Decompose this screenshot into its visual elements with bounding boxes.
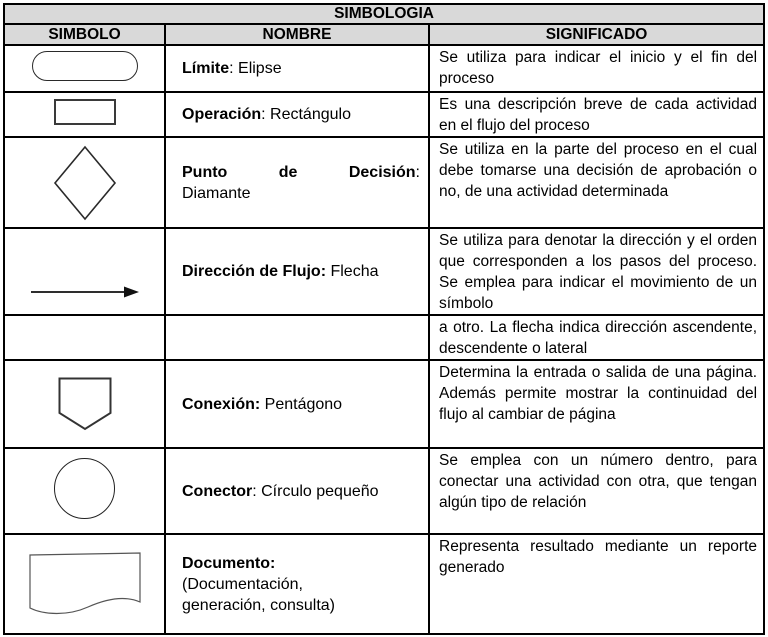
rectangle-symbol [54,99,116,125]
name-bold: Operación [182,106,262,123]
circle-symbol [54,458,115,519]
name-line: (Documentación, [182,575,303,593]
name-word: Decisión [348,163,416,181]
name-bold: Documento: [182,554,276,572]
symbol-cell-empty [4,315,165,360]
column-header-nombre: NOMBRE [165,24,429,45]
diamond-symbol [53,145,117,221]
name-cell-empty [165,315,429,360]
column-header-significado: SIGNIFICADO [429,24,764,45]
meaning-cell: Se utiliza para denotar la dirección y el orden que corresponden a los pasos del proceso. Se emplea para indicar el movimiento de un símbolo [429,228,764,315]
meaning-cell: Se emplea con un número dentro, para conectar una actividad con otra, que tengan algún tipo de relación [429,448,764,534]
name-cell [165,45,429,92]
table-row-conexion [4,360,764,448]
table-row-operacion [4,92,764,137]
meaning-cell: Determina la entrada o salida de una página. Además permite mostrar la continuidad del flujo al cambiar de página [429,360,764,448]
table-row-documento [4,534,764,634]
name-cell [165,92,429,137]
table-row-conector [4,448,764,534]
meaning-cell: Se utiliza para indicar el inicio y el fin del proceso [429,45,764,92]
name-bold: Dirección de Flujo: [182,263,327,280]
name-cell [165,137,429,228]
pentagon-symbol [58,377,112,431]
name-cell [165,360,429,448]
name-justified-line [182,162,420,183]
ellipse-symbol [32,51,138,81]
table-row-limite [4,45,764,92]
meaning-cell: Representa resultado mediante un reporte generado [429,534,764,634]
name-rest: Diamante [182,184,251,202]
name-word: Punto [182,163,228,181]
name-cell [165,228,429,315]
name-rest: : Círculo pequeño [252,482,379,500]
name-bold: Límite [182,60,230,77]
name-colon: : [415,163,420,181]
meaning-cell: a otro. La flecha indica dirección ascendente, descendente o lateral [429,315,764,360]
name-rest: Flecha [326,263,379,280]
name-word-group [349,162,420,183]
symbol-cell [4,360,165,448]
table-title: SIMBOLOGIA [4,4,764,24]
symbol-cell [4,228,165,315]
header-row [4,24,764,45]
arrow-symbol [30,284,140,300]
name-cell [165,448,429,534]
symbol-cell [4,448,165,534]
title-row [4,4,764,24]
table-row-decision [4,137,764,228]
symbol-cell [4,92,165,137]
table-row-direccion-flujo [4,228,764,315]
symbol-cell [4,137,165,228]
name-line: generación, consulta) [182,596,335,614]
symbol-cell [4,45,165,92]
table-row-continuation [4,315,764,360]
meaning-cell: Se utiliza en la parte del proceso en el cual debe tomarse una decisión de aprobación o no, de una actividad determinada [429,137,764,228]
name-bold: Conector [182,482,253,500]
name-word: de [278,163,298,181]
name-cell [165,534,429,634]
column-header-simbolo: SIMBOLO [4,24,165,45]
simbologia-table [3,3,765,635]
name-bold: Conexión: [182,395,261,413]
name-rest: Pentágono [260,395,343,413]
document-symbol [28,550,142,618]
name-rest: : Rectángulo [261,106,351,123]
meaning-cell: Es una descripción breve de cada actividad en el flujo del proceso [429,92,764,137]
name-rest: : Elipse [229,60,282,77]
symbol-cell [4,534,165,634]
